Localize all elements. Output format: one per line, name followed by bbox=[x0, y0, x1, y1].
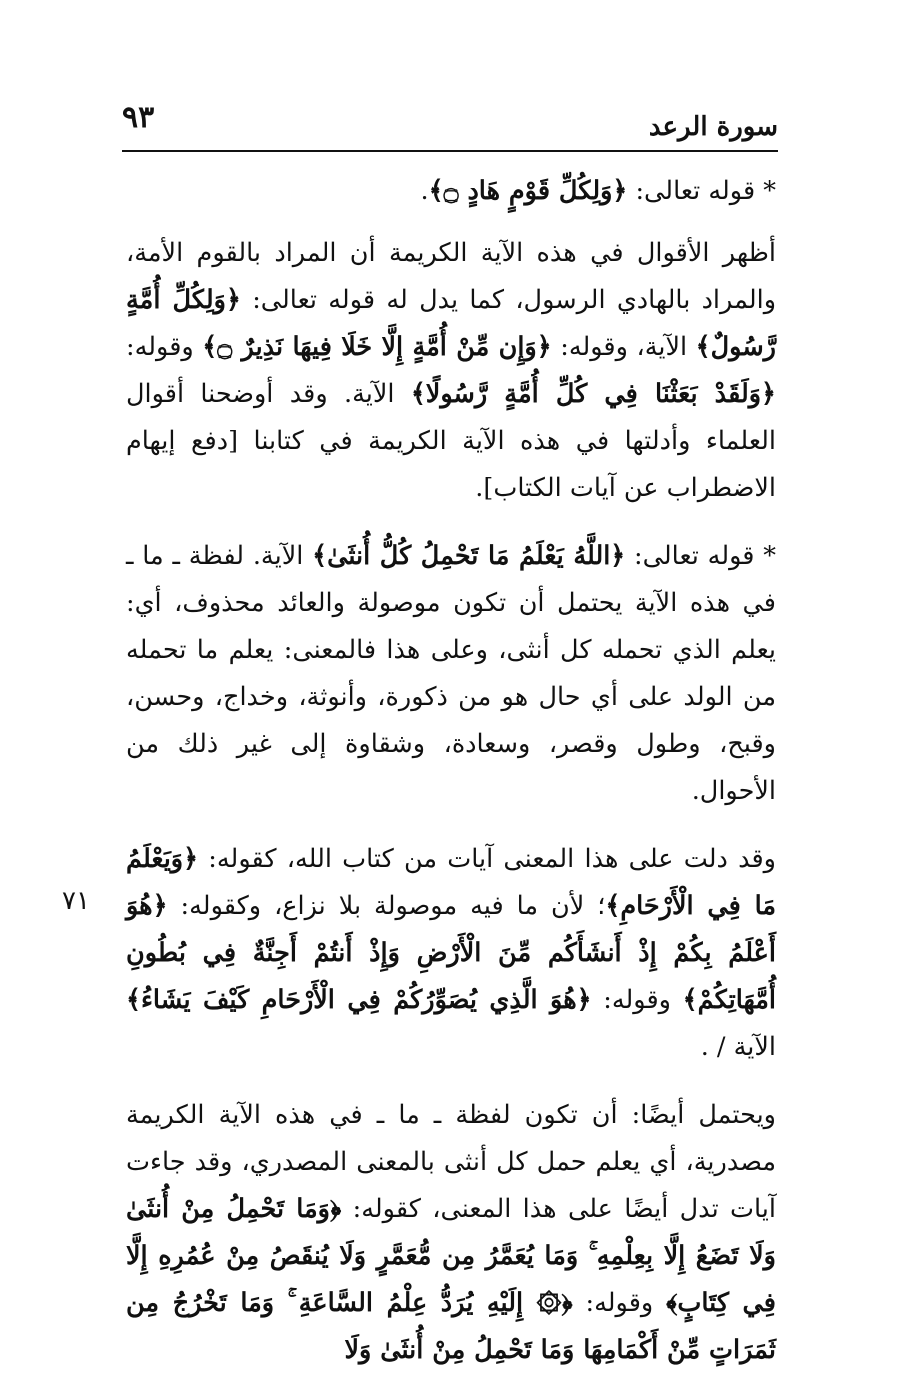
quran-quote: ﴿وَلِكُلِّ قَوْمٍ هَادٍ ۝﴾ bbox=[428, 176, 628, 206]
quran-quote: ﴿اللَّهُ يَعْلَمُ مَا تَحْمِلُ كُلُّ أُنثَىٰ﴾ bbox=[312, 541, 626, 571]
text-segment: الآية. وقد أوضحنا أقوال العلماء وأدلتها في هذه الآية الكريمة في كتابنا [دفع إيهام الاضطراب عن آيات الكتاب]. bbox=[126, 379, 776, 503]
text-segment: الآية / . bbox=[700, 1032, 776, 1062]
text-segment: الآية، وقوله: bbox=[551, 332, 696, 362]
margin-page-reference: ٧١ bbox=[62, 886, 90, 916]
paragraph bbox=[126, 230, 776, 512]
quran-quote: ﴿وَلَقَدْ بَعَثْنَا فِي كُلِّ أُمَّةٍ رَّسُولًا﴾ bbox=[410, 379, 776, 409]
text-segment: ؛ لأن ما فيه موصولة بلا نزاع، وكقوله: bbox=[167, 891, 606, 921]
text-segment: وقد دلت على هذا المعنى آيات من كتاب الله، كقوله: bbox=[198, 844, 776, 874]
quran-quote: ﴿هُوَ أَعْلَمُ بِكُمْ إِذْ أَنشَأَكُم مِّنَ الْأَرْضِ وَإِذْ أَنتُمْ أَجِنَّةٌ فِي بُطُونِ أُمَّهَاتِكُمْ﴾ bbox=[126, 891, 777, 1015]
paragraph bbox=[126, 168, 776, 215]
paragraph bbox=[126, 1092, 776, 1374]
text-segment: . bbox=[420, 176, 429, 206]
text-segment: أظهر الأقوال في هذه الآية الكريمة أن المراد بالقوم الأمة، والمراد بالهادي الرسول، كما يدل له قوله تعالى: bbox=[126, 238, 777, 315]
paragraph bbox=[126, 533, 776, 815]
page-body bbox=[126, 168, 776, 1395]
text-segment: وقوله: bbox=[591, 985, 683, 1015]
surah-title: سورة الرعد bbox=[648, 112, 778, 142]
text-segment: وقوله: bbox=[126, 332, 203, 362]
quran-quote: ﴿وَمَا تَحْمِلُ مِنْ أُنثَىٰ وَلَا تَضَعُ إِلَّا بِعِلْمِهِ ۚ وَمَا يُعَمَّرُ مِن مُّعَمَّرٍ وَلَا يُنقَصُ مِنْ عُمُرِهِ إِلَّا فِي كِتَابٍ﴾ bbox=[126, 1194, 776, 1318]
quran-quote: ﴿وَيَعْلَمُ مَا فِي الْأَرْحَامِ﴾ bbox=[126, 844, 776, 921]
header-rule bbox=[122, 150, 778, 152]
text-segment: * قوله تعالى: bbox=[625, 541, 776, 571]
paragraph bbox=[126, 836, 776, 1071]
text-segment: ويحتمل أيضًا: أن تكون لفظة ـ ما ـ في هذه الآية الكريمة مصدرية، أي يعلم حمل كل أنثى بالمعنى المصدري، وقد جاءت آيات تدل أيضًا على هذا المعنى، كقوله: bbox=[126, 1100, 776, 1224]
quran-quote: ﴿هُوَ الَّذِي يُصَوِّرُكُمْ فِي الْأَرْحَامِ كَيْفَ يَشَاءُ﴾ bbox=[126, 985, 592, 1015]
text-segment: * قوله تعالى: bbox=[627, 176, 776, 206]
page-number: ٩٣ bbox=[122, 100, 155, 135]
quran-quote: ﴿۞ إِلَيْهِ يُرَدُّ عِلْمُ السَّاعَةِ ۚ وَمَا تَخْرُجُ مِن ثَمَرَاتٍ مِّنْ أَكْمَامِهَا وَمَا تَحْمِلُ مِنْ أُنثَىٰ وَلَا bbox=[126, 1288, 776, 1365]
text-segment: وقوله: bbox=[572, 1288, 667, 1318]
quran-quote: ﴿وَإِن مِّنْ أُمَّةٍ إِلَّا خَلَا فِيهَا نَذِيرٌ ۝﴾ bbox=[202, 332, 552, 362]
quran-quote: ﴿وَلِكُلِّ أُمَّةٍ رَّسُولٌ﴾ bbox=[126, 285, 776, 362]
text-segment: الآية. لفظة ـ ما ـ في هذه الآية يحتمل أن تكون موصولة والعائد محذوف، أي: يعلم الذي تحمله كل أنثى، وعلى هذا فالمعنى: يعلم ما تحمله من الولد على أي حال هو من ذكورة، وأنوثة، وخداج، وحسن، وقبح، وطول وقصر، وسعادة، وشقاوة إلى غير ذلك من الأحوال. bbox=[126, 541, 776, 806]
